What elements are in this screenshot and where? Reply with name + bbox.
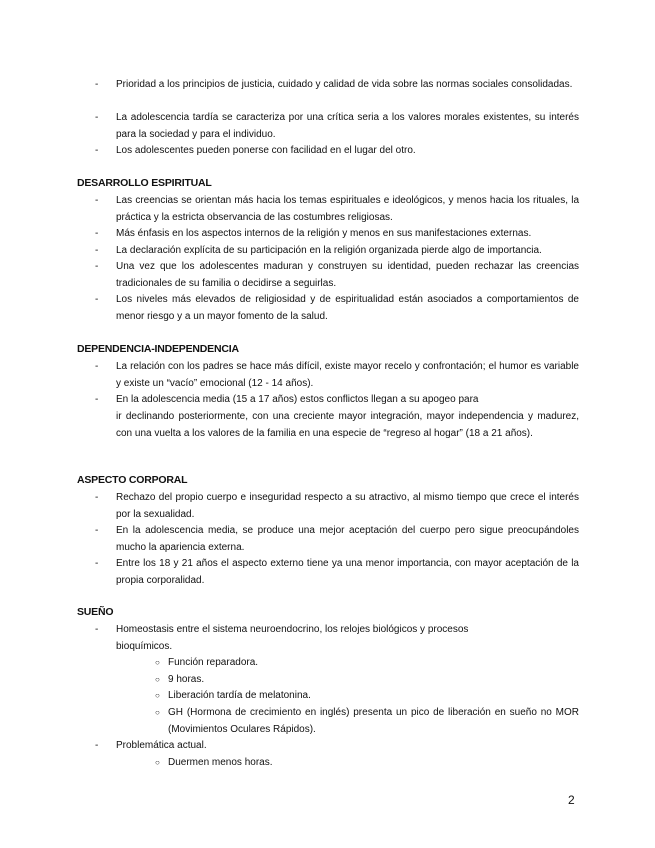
circle-bullet-icon: ○ xyxy=(155,675,160,684)
list-item: - La relación con los padres se hace más difícil, existe mayor recelo y confrontación; el humor es variable y existe un “vacío” emocional (12 - 14 años). xyxy=(95,361,579,389)
list-item: - La declaración explícita de su participación en la religión organizada pierde algo de importancia. xyxy=(95,243,579,260)
list-item: - Más énfasis en los aspectos internos de la religión y menos en sus manifestaciones externas. xyxy=(95,226,579,243)
dash-bullet-icon: - xyxy=(95,492,99,503)
list-item: - Una vez que los adolescentes maduran y construyen su identidad, pueden rechazar las creencias tradicionales de su familia o decidirse a seguirlas. xyxy=(95,261,579,289)
dash-bullet-icon: - xyxy=(95,558,99,569)
list-item: - En la adolescencia media, se produce una mejor aceptación del cuerpo pero sigue preocupándoles mucho la apariencia externa. xyxy=(95,525,579,553)
dash-bullet-icon: - xyxy=(95,361,99,372)
page-number: 2 xyxy=(568,793,575,807)
sub-list-item: ○ 9 horas. xyxy=(155,672,579,689)
sub-list-item: ○ GH (Hormona de crecimiento en inglés) presenta un pico de liberación en sueño no MOR (Movimientos Oculares Rápidos). xyxy=(155,707,579,735)
list-item: - Homeostasis entre el sistema neuroendocrino, los relojes biológicos y procesos xyxy=(95,622,579,639)
dash-bullet-icon: - xyxy=(95,112,99,123)
dash-bullet-icon: - xyxy=(95,624,99,635)
list-item: - Los niveles más elevados de religiosidad y de espiritualidad están asociados a comportamientos de menor riesgo y a un mayor fomento de la salud. xyxy=(95,294,579,322)
sub-list-item: ○ Duermen menos horas. xyxy=(155,755,579,772)
dash-bullet-icon: - xyxy=(95,525,99,536)
paragraph-continuation: ir declinando posteriormente, con una creciente mayor integración, mayor independencia y madurez, con una vuelta a los valores de la familia en una especie de “regreso al hogar” (18 a 21 años). xyxy=(116,411,579,439)
list-item: - La adolescencia tardía se caracteriza por una crítica seria a los valores morales existentes, su interés para la sociedad y para el individuo. xyxy=(95,112,579,140)
list-item: - Rechazo del propio cuerpo e inseguridad respecto a su atractivo, al mismo tiempo que crece el interés por la sexualidad. xyxy=(95,492,579,520)
list-item: - Problemática actual. xyxy=(95,738,579,755)
dash-bullet-icon: - xyxy=(95,245,99,256)
list-item: - En la adolescencia media (15 a 17 años) estos conflictos llegan a su apogeo para xyxy=(95,392,579,409)
dash-bullet-icon: - xyxy=(95,79,99,90)
list-item: - Los adolescentes pueden ponerse con facilidad en el lugar del otro. xyxy=(95,143,579,160)
sub-list-item: ○ Función reparadora. xyxy=(155,655,579,672)
dash-bullet-icon: - xyxy=(95,740,99,751)
dash-bullet-icon: - xyxy=(95,195,99,206)
section-heading-espiritual: DESARROLLO ESPIRITUAL xyxy=(77,177,212,189)
list-item: - Las creencias se orientan más hacia los temas espirituales e ideológicos, y menos hacia los rituales, la práctica y la estricta observancia de las costumbres religiosas. xyxy=(95,195,579,223)
circle-bullet-icon: ○ xyxy=(155,758,160,767)
sub-list-item: ○ Liberación tardía de melatonina. xyxy=(155,688,579,705)
dash-bullet-icon: - xyxy=(95,145,99,156)
list-item: - Prioridad a los principios de justicia, cuidado y calidad de vida sobre las normas sociales consolidadas. xyxy=(95,77,579,94)
dash-bullet-icon: - xyxy=(95,261,99,272)
circle-bullet-icon: ○ xyxy=(155,691,160,700)
dash-bullet-icon: - xyxy=(95,394,99,405)
circle-bullet-icon: ○ xyxy=(155,708,160,717)
section-heading-sueno: SUEÑO xyxy=(77,606,114,618)
paragraph-continuation: bioquímicos. xyxy=(116,641,173,652)
dash-bullet-icon: - xyxy=(95,294,99,305)
circle-bullet-icon: ○ xyxy=(155,658,160,667)
dash-bullet-icon: - xyxy=(95,228,99,239)
section-heading-corporal: ASPECTO CORPORAL xyxy=(77,474,188,486)
section-heading-dependencia: DEPENDENCIA-INDEPENDENCIA xyxy=(77,343,239,355)
list-item: - Entre los 18 y 21 años el aspecto externo tiene ya una menor importancia, con mayor aceptación de la propia corporalidad. xyxy=(95,558,579,586)
